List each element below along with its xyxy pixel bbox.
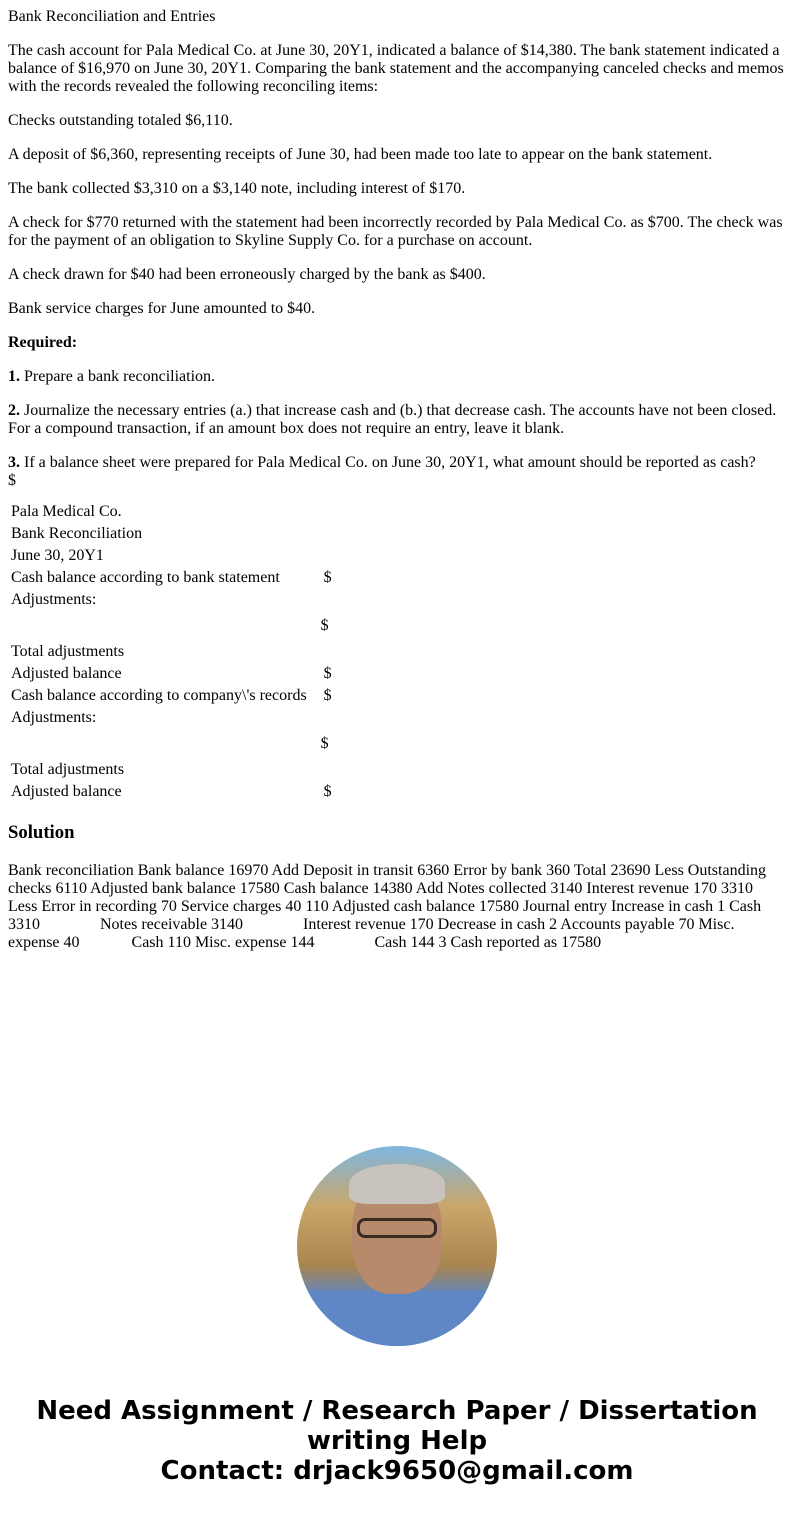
required-label: Required: xyxy=(8,334,78,351)
item-check-error: A check for $770 returned with the statement had been incorrectly recorded by Pala Medical Co. as $700. The check was for the payment of an obligation to Skyline Supply Co. for a purchase on account. xyxy=(8,214,783,249)
question-number: 3. xyxy=(8,454,20,471)
question-3 xyxy=(8,454,786,490)
adjustments-label: Adjustments: xyxy=(11,591,97,608)
footer-contact: Contact: drjack9650@gmail.com xyxy=(160,1456,634,1486)
footer-help-text: Need Assignment / Research Paper / Dissertation writing Help xyxy=(36,1396,758,1456)
avatar-container xyxy=(8,1146,786,1346)
company-name: Pala Medical Co. xyxy=(11,503,122,520)
question-2 xyxy=(8,402,786,438)
recon-heading: Bank Reconciliation xyxy=(11,525,143,542)
page-title: Bank Reconciliation and Entries xyxy=(8,8,216,25)
bank-balance-label: Cash balance according to bank statement xyxy=(11,569,280,586)
total-adjustments-label: Total adjustments xyxy=(11,761,125,778)
avatar xyxy=(297,1146,497,1346)
item-bank-error: A check drawn for $40 had been erroneously charged by the bank as $400. xyxy=(8,266,486,283)
item-service-charges: Bank service charges for June amounted to $40. xyxy=(8,300,316,317)
solution-text: Bank reconciliation Bank balance 16970 Add Deposit in transit 6360 Error by bank 360 Total 23690 Less Outstanding checks 6110 Adjusted bank balance 17580 Cash balance 14380 Add Notes collected 3140 Interest revenue 170 3310 Less Error in recording 70 Service charges 40 110 Adjusted cash balance 17580 Journal entry Increase in cash 1 Cash 3310 Notes receivable 3140 Interest revenue 170 Decrease in cash 2 Accounts payable 70 Misc. expense 40 Cash 110 Misc. expense 144 Cash 144 3 Cash reported as 17580 xyxy=(8,862,771,951)
item-deposit: A deposit of $6,360, representing receipts of June 30, had been made too late to appear on the bank statement. xyxy=(8,146,713,163)
adjusted-balance-dollar: $ xyxy=(323,665,332,682)
question-text: Prepare a bank reconciliation. xyxy=(20,368,216,385)
solution-heading: Solution xyxy=(8,822,75,843)
footer-ad xyxy=(8,1396,786,1486)
adjustments-label: Adjustments: xyxy=(11,709,97,726)
adjusted-balance-label: Adjusted balance xyxy=(11,665,122,682)
question-number: 2. xyxy=(8,402,20,419)
cash-answer-dollar: $ xyxy=(8,472,16,489)
bank-balance-dollar: $ xyxy=(323,569,332,586)
adjusted-balance-dollar: $ xyxy=(323,783,332,800)
problem-paragraph: The cash account for Pala Medical Co. at June 30, 20Y1, indicated a balance of $14,380. The bank statement indicated a balance of $16,970 on June 30, 20Y1. Comparing the bank statement and the accompanying canceled checks and memos with the records revealed the following reconciling items: xyxy=(8,42,784,95)
company-balance-label: Cash balance according to company\'s records xyxy=(11,687,307,704)
question-text: Journalize the necessary entries (a.) that increase cash and (b.) that decrease cash. The accounts have not been closed. For a compound transaction, if an amount box does not require an entry, leave it blank. xyxy=(8,402,777,437)
question-number: 1. xyxy=(8,368,20,385)
total-adjustments-label: Total adjustments xyxy=(11,643,125,660)
item-note-collected: The bank collected $3,310 on a $3,140 note, including interest of $170. xyxy=(8,180,466,197)
question-text: If a balance sheet were prepared for Pala Medical Co. on June 30, 20Y1, what amount should be reported as cash? xyxy=(20,454,756,471)
company-balance-dollar: $ xyxy=(323,687,332,704)
question-1 xyxy=(8,368,786,386)
bank-reconciliation-table xyxy=(8,500,335,804)
bank-adjustment-dollar: $ xyxy=(320,617,329,634)
adjusted-balance-label: Adjusted balance xyxy=(11,783,122,800)
required-heading xyxy=(8,334,786,352)
recon-date: June 30, 20Y1 xyxy=(11,547,104,564)
item-checks-outstanding: Checks outstanding totaled $6,110. xyxy=(8,112,233,129)
company-adjustment-dollar: $ xyxy=(320,735,329,752)
